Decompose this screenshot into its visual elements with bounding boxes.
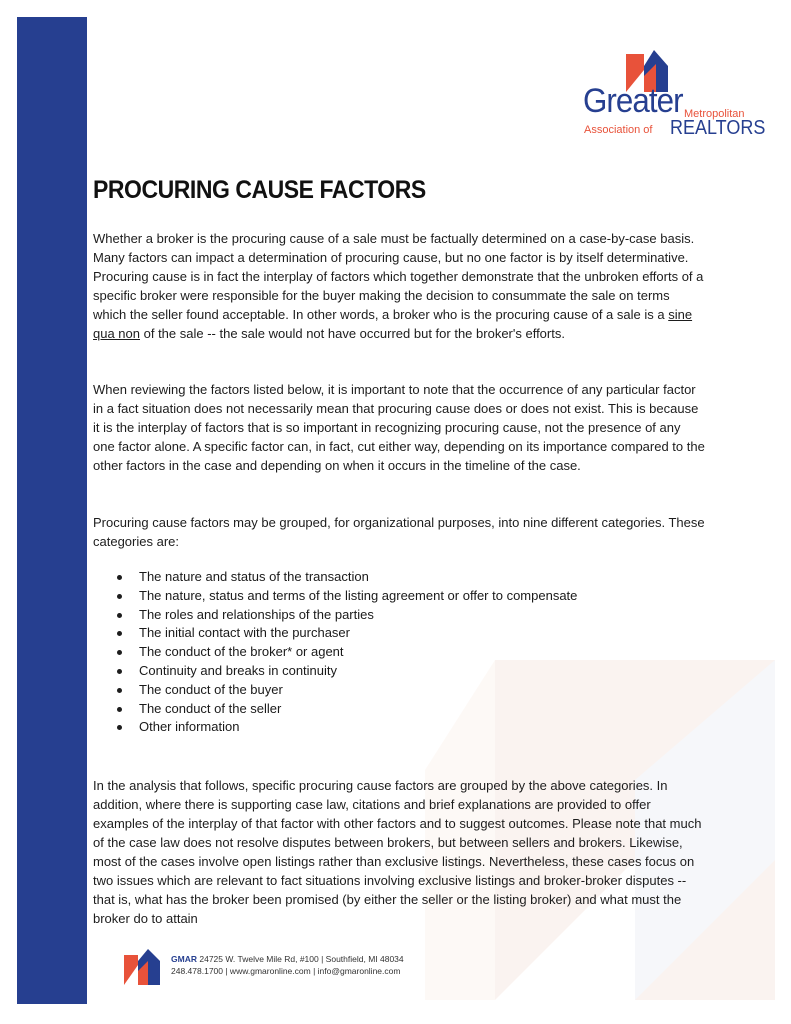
analysis-paragraph: In the analysis that follows, specific procuring cause factors are grouped by the above categories. In addition, where there is supporting case law, citations and brief explanations are provided to offer examples of the interplay of that factor with other factors and to suggest outcomes. Please note that much of the case law does not resolve disputes between brokers, but between sellers and brokers. Likewise, most of the cases involve open listings rather than exclusive listings. Nevertheless, these cases focus on two issues which are relevant to fact situations involving exclusive listings and broker-broker disputes -- that is, what has the broker been promised (by either the seller or the listing broker) and what must the broker do to attain: [93, 778, 702, 926]
logo-greater-text: Greater: [583, 82, 683, 120]
list-item: The conduct of the buyer: [116, 681, 577, 700]
logo-metropolitan-text: Metropolitan: [684, 108, 745, 120]
list-item: The nature and status of the transaction: [116, 568, 577, 587]
footer-org: GMAR: [171, 954, 197, 964]
list-item: The conduct of the seller: [116, 700, 577, 719]
intro-text-start: Whether a broker is the procuring cause of a sale must be factually determined on a case-by-case basis. Many factors can impact a determination of procuring cause, but no one factor is by itself determinative. Procuring cause is in fact the interplay of factors which together demonstrate that the unbroken efforts of a specific broker were responsible for the buyer making the decision to consummate the sale on terms which the seller found acceptable. In other words, a broker who is the procuring cause of a sale is a: [93, 231, 704, 322]
intro-paragraph: [93, 229, 705, 343]
page-footer: [122, 945, 462, 990]
list-item: The initial contact with the purchaser: [116, 624, 577, 643]
sidebar-accent-bar: [17, 17, 87, 1004]
list-item: The roles and relationships of the parties: [116, 606, 577, 625]
categories-intro-paragraph: Procuring cause factors may be grouped, for organizational purposes, into nine different categories. These categories are:: [93, 515, 705, 549]
list-item: The nature, status and terms of the listing agreement or offer to compensate: [116, 587, 577, 606]
factors-note-paragraph: When reviewing the factors listed below, it is important to note that the occurrence of any particular factor in a fact situation does not necessarily mean that procuring cause does or does not exist. This is because it is the interplay of factors that is so important in recognizing procuring cause, not the presence of any one factor alone. A specific factor can, in fact, cut either way, depending on its importance compared to the other factors in the case and depending on when it occurs in the timeline of the case.: [93, 382, 705, 473]
intro-text-end: of the sale -- the sale would not have occurred but for the broker's efforts.: [140, 326, 565, 341]
sine-qua-non-term: sine qua non: [93, 307, 693, 341]
list-item: The conduct of the broker* or agent: [116, 643, 577, 662]
footer-contact-line: 248.478.1700 | www.gmaronline.com | info@gmaronline.com: [171, 966, 401, 976]
list-item: Continuity and breaks in continuity: [116, 662, 577, 681]
factor-categories-list: [116, 568, 577, 737]
page-title: PROCURING CAUSE FACTORS: [93, 176, 426, 204]
footer-address: 24725 W. Twelve Mile Rd, #100 | Southfield, MI 48034: [199, 954, 404, 964]
logo-realtors-text: REALTORS: [670, 117, 766, 139]
house-logo-icon: [122, 947, 162, 987]
footer-contact: [171, 953, 404, 977]
list-item: Other information: [116, 718, 577, 737]
gmar-logo: [582, 48, 766, 143]
logo-association-text: Association of: [584, 124, 653, 136]
